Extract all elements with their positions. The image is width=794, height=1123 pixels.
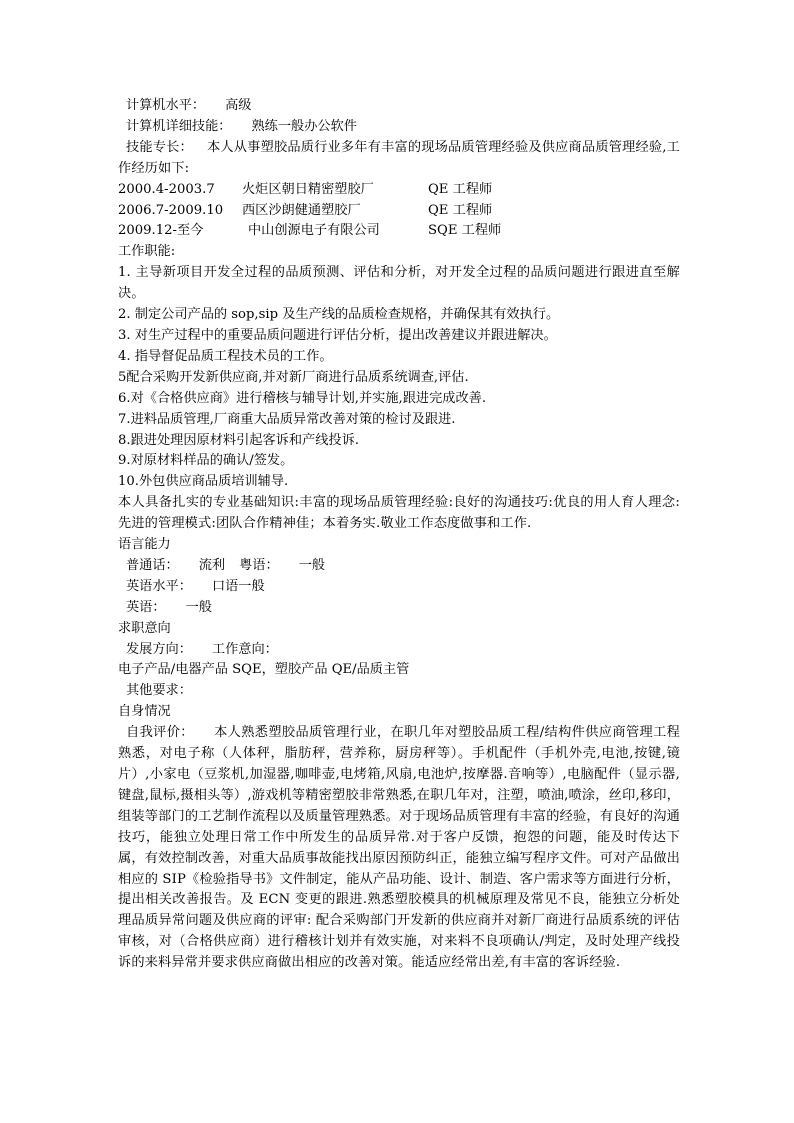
computer-level-row (118, 96, 680, 117)
other-requirements-label: 其他要求： (126, 683, 192, 699)
duty-item: 8.跟进处理因原材料引起客诉和产线投诉. (118, 432, 359, 448)
duty-item: 7.进料品质管理,厂商重大品质异常改善对策的检讨及跟进. (118, 411, 456, 427)
duty-item: 2. 制定公司产品的 sop,sip 及生产线的品质检查规格，并确保其有效执行。 (118, 307, 560, 323)
english-level-label: 英语水平： (126, 578, 192, 594)
mandarin-label: 普通话： (126, 557, 179, 573)
work-company: 中山创源电子有限公司 (248, 223, 380, 239)
english-value: 一般 (185, 599, 212, 615)
mandarin-value: 流利 (198, 557, 226, 573)
english-label: 英语： (126, 599, 166, 615)
work-history-row (118, 221, 680, 242)
work-company: 火炬区朝日精密塑胶厂 (242, 181, 374, 197)
duties-summary: 本人具备扎实的专业基础知识:丰富的现场品质管理经验:良好的沟通技巧:优良的用人育人理念:先进的管理模式:团队合作精神佳；本着务实.敬业工作态度做事和工作. (118, 495, 680, 532)
job-intent-heading: 求职意向 (118, 620, 171, 636)
cantonese-value: 一般 (298, 557, 326, 573)
work-title: QE 工程师 (428, 202, 493, 218)
work-company: 西区沙朗健通塑胶厂 (242, 202, 361, 218)
english-level-value: 口语一般 (211, 578, 265, 594)
duty-item: 9.对原材料样品的确认/签发。 (118, 453, 294, 469)
duty-item: 6.对《合格供应商》进行稽核与辅导计划,并实施,跟进完成改善. (118, 390, 487, 406)
skills-paragraph (118, 138, 680, 180)
language-row-mandarin (118, 556, 680, 577)
work-period: 2006.7-2009.10 (118, 202, 224, 218)
computer-level-label: 计算机水平： (126, 98, 206, 113)
cantonese-label: 粤语： (239, 557, 279, 573)
language-row-english (118, 598, 680, 619)
work-period: 2009.12-至今 (118, 223, 204, 239)
self-eval-label: 自我评价： (126, 725, 194, 741)
resume-page (118, 96, 680, 974)
computer-level-value: 高级 (225, 98, 252, 113)
computer-detail-value: 熟练一般办公软件 (251, 118, 357, 134)
duty-item: 1. 主导新项目开发全过程的品质预测、评估和分析，对开发全过程的品质问题进行跟进直至解决。 (118, 265, 680, 302)
job-intent-row (118, 640, 680, 661)
duty-item: 3. 对生产过程中的重要品质问题进行评估分析，提出改善建议并跟进解决。 (118, 327, 557, 343)
language-heading: 语言能力 (118, 537, 171, 553)
computer-detail-label: 计算机详细技能： (126, 118, 232, 134)
skills-text: 本人从事塑胶品质行业多年有丰富的现场品质管理经验及供应商品质管理经验,工作经历如下: (118, 139, 680, 176)
intent-label: 工作意向： (211, 641, 278, 657)
duty-item: 4. 指导督促品质工程技术员的工作。 (118, 348, 333, 364)
work-history-row (118, 180, 680, 201)
self-heading: 自身情况 (118, 704, 171, 720)
duty-item: 5配合采购开发新供应商,并对新厂商进行品质系统调查,评估. (118, 369, 469, 385)
duty-item: 10.外包供应商品质培训辅导. (118, 474, 289, 490)
computer-detail-row (118, 117, 680, 138)
skills-label: 技能专长： (126, 139, 193, 155)
self-eval-text: 本人熟悉塑胶品质管理行业，在职几年对塑胶品质工程/结构件供应商管理工程熟悉，对电子称（人体秤，脂肪秤，营养称，厨房秤等）。手机配件（手机外壳,电池,按键,镜片）,小家电（豆浆机,加湿器,咖啡壶,电烤箱,风扇,电池炉,按摩器.音响等）,电脑配件（显示器,键盘,鼠标,摄相头等）,游戏机等精密塑胶非常熟悉,在职几年对，注塑，喷油,喷涂，丝印,移印，组装等部门的工艺制作流程以及质量管理熟悉。对于现场品质管理有丰富的经验，有良好的沟通技巧，能独立处理日常工作中所发生的品质异常.对于客户反馈，抱怨的问题，能及时传达下属，有效控制改善，对重大品质事故能找出原因预防纠正，能独立编写程序文件。可对产品做出相应的 SIP《检验指导书》文件制定，能从产品功能、设计、制造、客户需求等方面进行分析，提出相关改善报告。及 ECN 变更的跟进.熟悉塑胶模具的机械原理及常见不良，能独立分析处理品质异常问题及供应商的评审: 配合采购部门开发新的供应商并对新厂商进行品质系统的评估审核，对（合格供应商）进行稽核计划并有效实施，对来料不良项确认/判定，及时处理产线投诉的来料异常并要求供应商做出相应的改善对策。能适应经常出差,有丰富的客诉经验. (118, 725, 680, 971)
language-row-english-level (118, 577, 680, 598)
intent-value: 电子产品/电器产品 SQE，塑胶产品 QE/品质主管 (118, 662, 410, 678)
work-title: QE 工程师 (428, 181, 493, 197)
work-history-row (118, 201, 680, 222)
direction-label: 发展方向： (126, 641, 192, 657)
work-period: 2000.4-2003.7 (118, 181, 215, 197)
work-title: SQE 工程师 (428, 223, 502, 239)
duties-heading: 工作职能: (118, 244, 176, 260)
self-evaluation-paragraph (118, 723, 680, 974)
